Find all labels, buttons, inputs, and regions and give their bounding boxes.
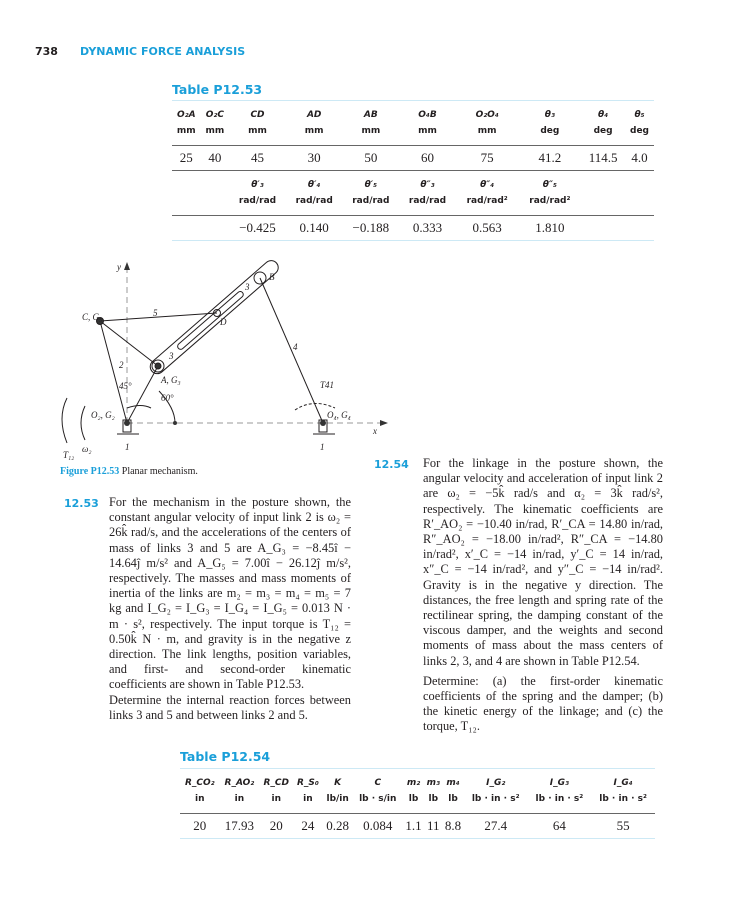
header-symbol: R_CD [263,778,290,788]
header-symbol: θ′₅ [364,180,378,190]
table-cell: 0.28 [326,818,350,833]
header-unit: lb · in · s² [535,794,584,804]
column-header [220,769,260,814]
header-symbol: m₂ [406,778,421,788]
column-header [259,769,293,814]
header-unit: lb · s/in [359,794,397,804]
header-unit: deg [593,126,613,136]
header-symbol: m₃ [426,778,440,788]
empty-cell [625,171,654,216]
label-45deg: 45° [119,381,132,391]
column-header [399,101,456,146]
label-5: 5 [153,308,158,318]
problem-12-53 [109,495,351,723]
figure-caption [60,466,198,477]
header-symbol: I_G₃ [549,778,569,788]
header-symbol: θ″₅ [542,180,557,190]
header-symbol: O₂O₄ [475,110,499,120]
column-header [403,769,425,814]
table-cell: 64 [552,818,566,833]
problem-determine: Determine the internal reaction forces between links 3 and 5 and between links 2 and 5. [109,692,351,722]
table-cell: 30 [307,150,321,165]
header-symbol: θ′₃ [251,180,264,190]
label-4: 4 [293,342,298,352]
column-header [229,101,286,146]
header-unit: in [303,794,313,804]
column-header [353,769,403,814]
header-unit: lb · in · s² [471,794,520,804]
table-cell: 4.0 [631,150,648,165]
header-unit: mm [176,126,196,136]
table-p12-53 [172,100,654,241]
table-cell: 25 [179,150,193,165]
header-unit: mm [418,126,437,136]
header-unit: rad/rad [408,196,447,206]
header-symbol: θ″₃ [420,180,435,190]
table-cell: 11 [427,818,440,833]
empty-cell [581,171,625,216]
empty-cell [201,216,230,241]
problem-text: For the mechanism in the posture shown, the constant angular velocity of input link 2 is ω₂ = 26k̂ rad/s, and the accelerations of the centers of mass of links 3 and 5 are A_G₃ = −8.45î − 14.64ĵ m/s² and A_G₅ = 7.00î − 26.12ĵ m/s², respectively. The masses and mass moments of inertia of the links are m₂ = m₃ = m₄ = m₅ = 7 kg and I_G₂ = I_G₃ = I_G₄ = I_G₅ = 0.013 N · m · s², respectively. The input torque is T₁₂ = 0.50k̂ N · m, and gravity is in the negative z direction. The link lengths, position variables, and first- and second-order kinematic coefficients are shown in Table P12.53. [109,495,351,692]
label-o4: O₄, G₄ [327,410,351,420]
label-x: x [373,426,377,436]
column-header [343,171,400,216]
column-header [286,101,343,146]
header-unit: lb/in [326,794,349,804]
header-unit: lb [448,794,458,804]
table-cell: 17.93 [224,818,255,833]
problem-number: 12.53 [64,497,99,510]
header-symbol: θ′₄ [307,180,321,190]
table-cell: 75 [480,150,494,165]
table-cell: 1.810 [535,220,565,235]
header-unit: rad/rad² [529,196,571,206]
header-symbol: O₄B [418,110,437,120]
header-symbol: R_CO₂ [184,778,215,788]
header-unit: in [234,794,245,804]
table-p12-54 [180,768,655,839]
label-a: A, G₃ [161,375,181,385]
page-number: 738 [35,45,58,58]
header-unit: rad/rad [238,196,277,206]
header-unit: deg [540,126,560,136]
section-title: DYNAMIC FORCE ANALYSIS [80,45,246,58]
empty-cell [172,171,201,216]
table-cell: 1.1 [405,818,422,833]
table-cell: 0.563 [472,220,502,235]
header-symbol: θ″₄ [480,180,495,190]
header-symbol: AB [363,110,378,120]
column-header [293,769,322,814]
problem-determine: Determine: (a) the first-order kinematic coefficients of the spring and the damper; (b) the kinetic energy of the linkage; and (c) the torque, T₁₂. [423,673,663,734]
column-header [172,101,201,146]
header-unit: lb [408,794,419,804]
label-omega2: ω₂ [82,444,92,454]
header-unit: rad/rad [352,196,390,206]
label-y: y [117,262,121,272]
column-header [180,769,220,814]
column-header [591,769,655,814]
label-1: 1 [320,442,325,452]
column-header [286,171,343,216]
label-t41: T41 [320,380,335,390]
table-cell: 0.084 [363,818,393,833]
label-1: 1 [125,442,130,452]
column-header [519,171,582,216]
column-header [201,101,230,146]
label-60deg: 60° [161,393,174,403]
label-b: B [269,272,275,282]
problem-12-54 [423,456,663,735]
header-symbol: θ₄ [598,110,609,120]
table-cell: 55 [616,818,630,833]
empty-cell [581,216,625,241]
table-cell: 24 [301,818,315,833]
label-d: D [220,317,227,327]
label-3: 3 [245,282,250,292]
table-cell: 0.333 [412,220,443,235]
column-header [424,769,442,814]
table-cell: 0.140 [299,220,329,235]
header-symbol: C [374,778,382,788]
header-unit: mm [248,126,267,136]
header-unit: in [195,794,205,804]
header-unit: rad/rad [295,196,333,206]
empty-cell [201,171,230,216]
header-unit: mm [205,126,225,136]
header-unit: in [271,794,282,804]
table-cell: 20 [269,818,283,833]
table-cell: 20 [193,818,207,833]
link-3 [147,258,281,377]
empty-cell [172,216,201,241]
column-header [456,101,519,146]
caption-text: Planar mechanism. [121,466,198,477]
column-header [322,769,352,814]
label-2: 2 [119,360,124,370]
table-cell: −0.188 [352,220,390,235]
header-unit: lb [428,794,439,804]
header-symbol: R_S₀ [296,778,319,788]
header-symbol: I_G₂ [486,778,506,788]
link-5 [100,313,217,321]
caption-label: Figure P12.53 [60,466,120,477]
header-symbol: θ₅ [634,110,645,120]
problem-number: 12.54 [374,458,409,471]
header-symbol: θ₃ [544,110,555,120]
table-cell: 60 [421,150,434,165]
header-symbol: I_G₄ [613,778,633,788]
table-cell: 114.5 [588,150,618,165]
table-cell: 27.4 [484,818,508,833]
column-header [528,769,592,814]
column-header [464,769,528,814]
header-symbol: m₄ [446,778,460,788]
label-t12: T₁₂ [63,450,75,460]
header-unit: mm [361,126,381,136]
empty-cell [625,216,654,241]
link-4 [260,278,323,423]
table-cell: −0.425 [239,220,276,235]
column-header [343,101,400,146]
table-cell: 45 [250,150,264,165]
label-3: 3 [169,351,174,361]
header-symbol: K [334,778,342,788]
table-p12-54-title: Table P12.54 [180,749,271,764]
table-cell: 40 [208,150,222,165]
column-header [625,101,654,146]
header-symbol: AD [306,110,322,120]
header-symbol: O₂C [205,110,224,120]
table-cell: 41.2 [538,150,562,165]
header-unit: rad/rad² [466,196,508,206]
header-unit: mm [304,126,324,136]
label-c: C, G₅ [82,312,103,322]
column-header [399,171,456,216]
problem-text: For the linkage in the posture shown, the angular velocity and acceleration of input link 2 are ω₂ = −5k̂ rad/s and α₂ = 3k̂ rad/s², respectively. The kinematic coefficients are R′_AO₂ = −10.40 in/rad, R′_CA = 14.80 in/rad, R″_AO₂ = −18.00 in/rad², R″_CA = −14.80 in/rad², x′_C = −14 in/rad, y′_C = 14 in/rad, x″_C = −14 in/rad², and y″_C = −14 in/rad². Gravity is in the negative y direction. The distances, the free length and spring rate of the rectilinear spring, the damping constant of the viscous damper, and the weights and second moments of mass about the mass centers of links 2, 3, and 4 are shown in Table P12.54. [423,456,663,668]
column-header [519,101,582,146]
header-unit: deg [630,126,650,136]
column-header [442,769,464,814]
link-2 [100,321,127,423]
column-header [456,171,519,216]
header-symbol: R_AO₂ [224,778,255,788]
table-cell: 8.8 [444,818,462,833]
mechanism-figure [55,258,395,463]
column-header [581,101,625,146]
column-header [229,171,286,216]
label-o2: O₂, G₂ [91,410,115,420]
header-symbol: O₂A [177,110,196,120]
header-symbol: CD [250,110,265,120]
header-unit: lb · in · s² [599,794,647,804]
table-cell: 50 [364,150,378,165]
table-p12-53-title: Table P12.53 [172,82,263,97]
header-unit: mm [477,126,497,136]
